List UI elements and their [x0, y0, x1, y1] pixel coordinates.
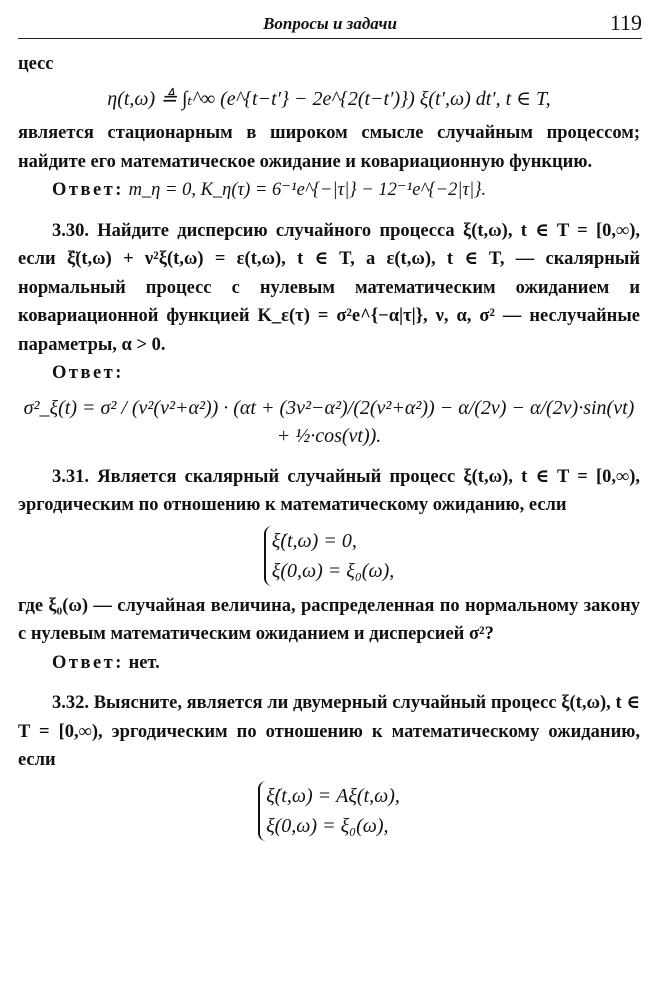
paragraph-stationary: является стационарным в широком смысле случайным процессом; найдите его математическое ожидание и ковариационную функцию. [18, 123, 640, 172]
problem-text: Является скалярный случайный процесс ξ(t,ω), t ∈ T = [0,∞), эргодическим по отношению к математическому ожиданию, если [18, 466, 640, 515]
page-content [18, 50, 640, 847]
answer-label: Ответ: [52, 180, 124, 200]
system-line: ξ̇(t,ω) = 0, [271, 529, 357, 552]
system-brace [264, 526, 394, 586]
formula-variance: σ²_ξ(t) = σ² / (ν²(ν²+α²)) · (αt + (3ν²−α²)/(2(ν²+α²)) − α/(2ν) − α/(2ν)·sin(νt) + ½·cos(νt)). [23, 396, 635, 447]
problem-3-32 [18, 689, 640, 775]
answer-text: нет. [128, 652, 160, 673]
answer-3-30 [18, 359, 640, 388]
system-3-31 [18, 526, 640, 586]
answer-3-29 [18, 176, 640, 205]
system-brace [258, 781, 400, 841]
problem-text: Найдите дисперсию случайного процесса ξ(t,ω), t ∈ T = [0,∞), если ξ̈(t,ω) + ν²ξ(t,ω) = ε(t,ω), t ∈ T, а ε(t,ω), t ∈ T, — скалярный нормальный процесс с нулевым математическим ожиданием и ковариационной функцией K_ε(τ) = σ²e^{−α|τ|}, ν, α, σ² — неслучайные параметры, α > 0. [18, 220, 640, 355]
answer-text: m_η = 0, K_η(τ) = 6⁻¹e^{−|τ|} − 12⁻¹e^{−2|τ|}. [128, 180, 487, 200]
page-header [18, 6, 642, 39]
paragraph-top: цесс [18, 54, 54, 74]
problem-number: 3.31. [52, 466, 89, 487]
formula-eta: η(t,ω) ≜ ∫ₜ^∞ (e^{t−t′} − 2e^{2(t−t′)}) ξ(t′,ω) dt′, t ∈ T, [107, 87, 551, 110]
problem-3-30 [18, 217, 640, 360]
answer-label: Ответ: [52, 652, 124, 673]
problem-3-31 [18, 463, 640, 520]
paragraph-xi0: где ξ₀(ω) — случайная величина, распределенная по нормальному закону с нулевым математическим ожиданием и дисперсией σ²? [18, 595, 640, 644]
answer-label: Ответ: [52, 363, 124, 383]
problem-text: Выясните, является ли двумерный случайный процесс ξ(t,ω), t ∈ T = [0,∞), эргодическим по отношению к математическому ожиданию, если [18, 693, 641, 770]
system-line: ξ̇(t,ω) = Aξ(t,ω), [266, 784, 400, 807]
problem-number: 3.30. [52, 220, 89, 241]
running-head: Вопросы и задачи [263, 14, 397, 33]
system-3-32 [18, 781, 640, 841]
page-number: 119 [609, 10, 642, 35]
system-line: ξ(0,ω) = ξ₀(ω), [271, 559, 395, 582]
problem-number: 3.32. [52, 693, 89, 713]
answer-3-31 [18, 649, 640, 678]
system-line: ξ(0,ω) = ξ₀(ω), [266, 814, 389, 837]
